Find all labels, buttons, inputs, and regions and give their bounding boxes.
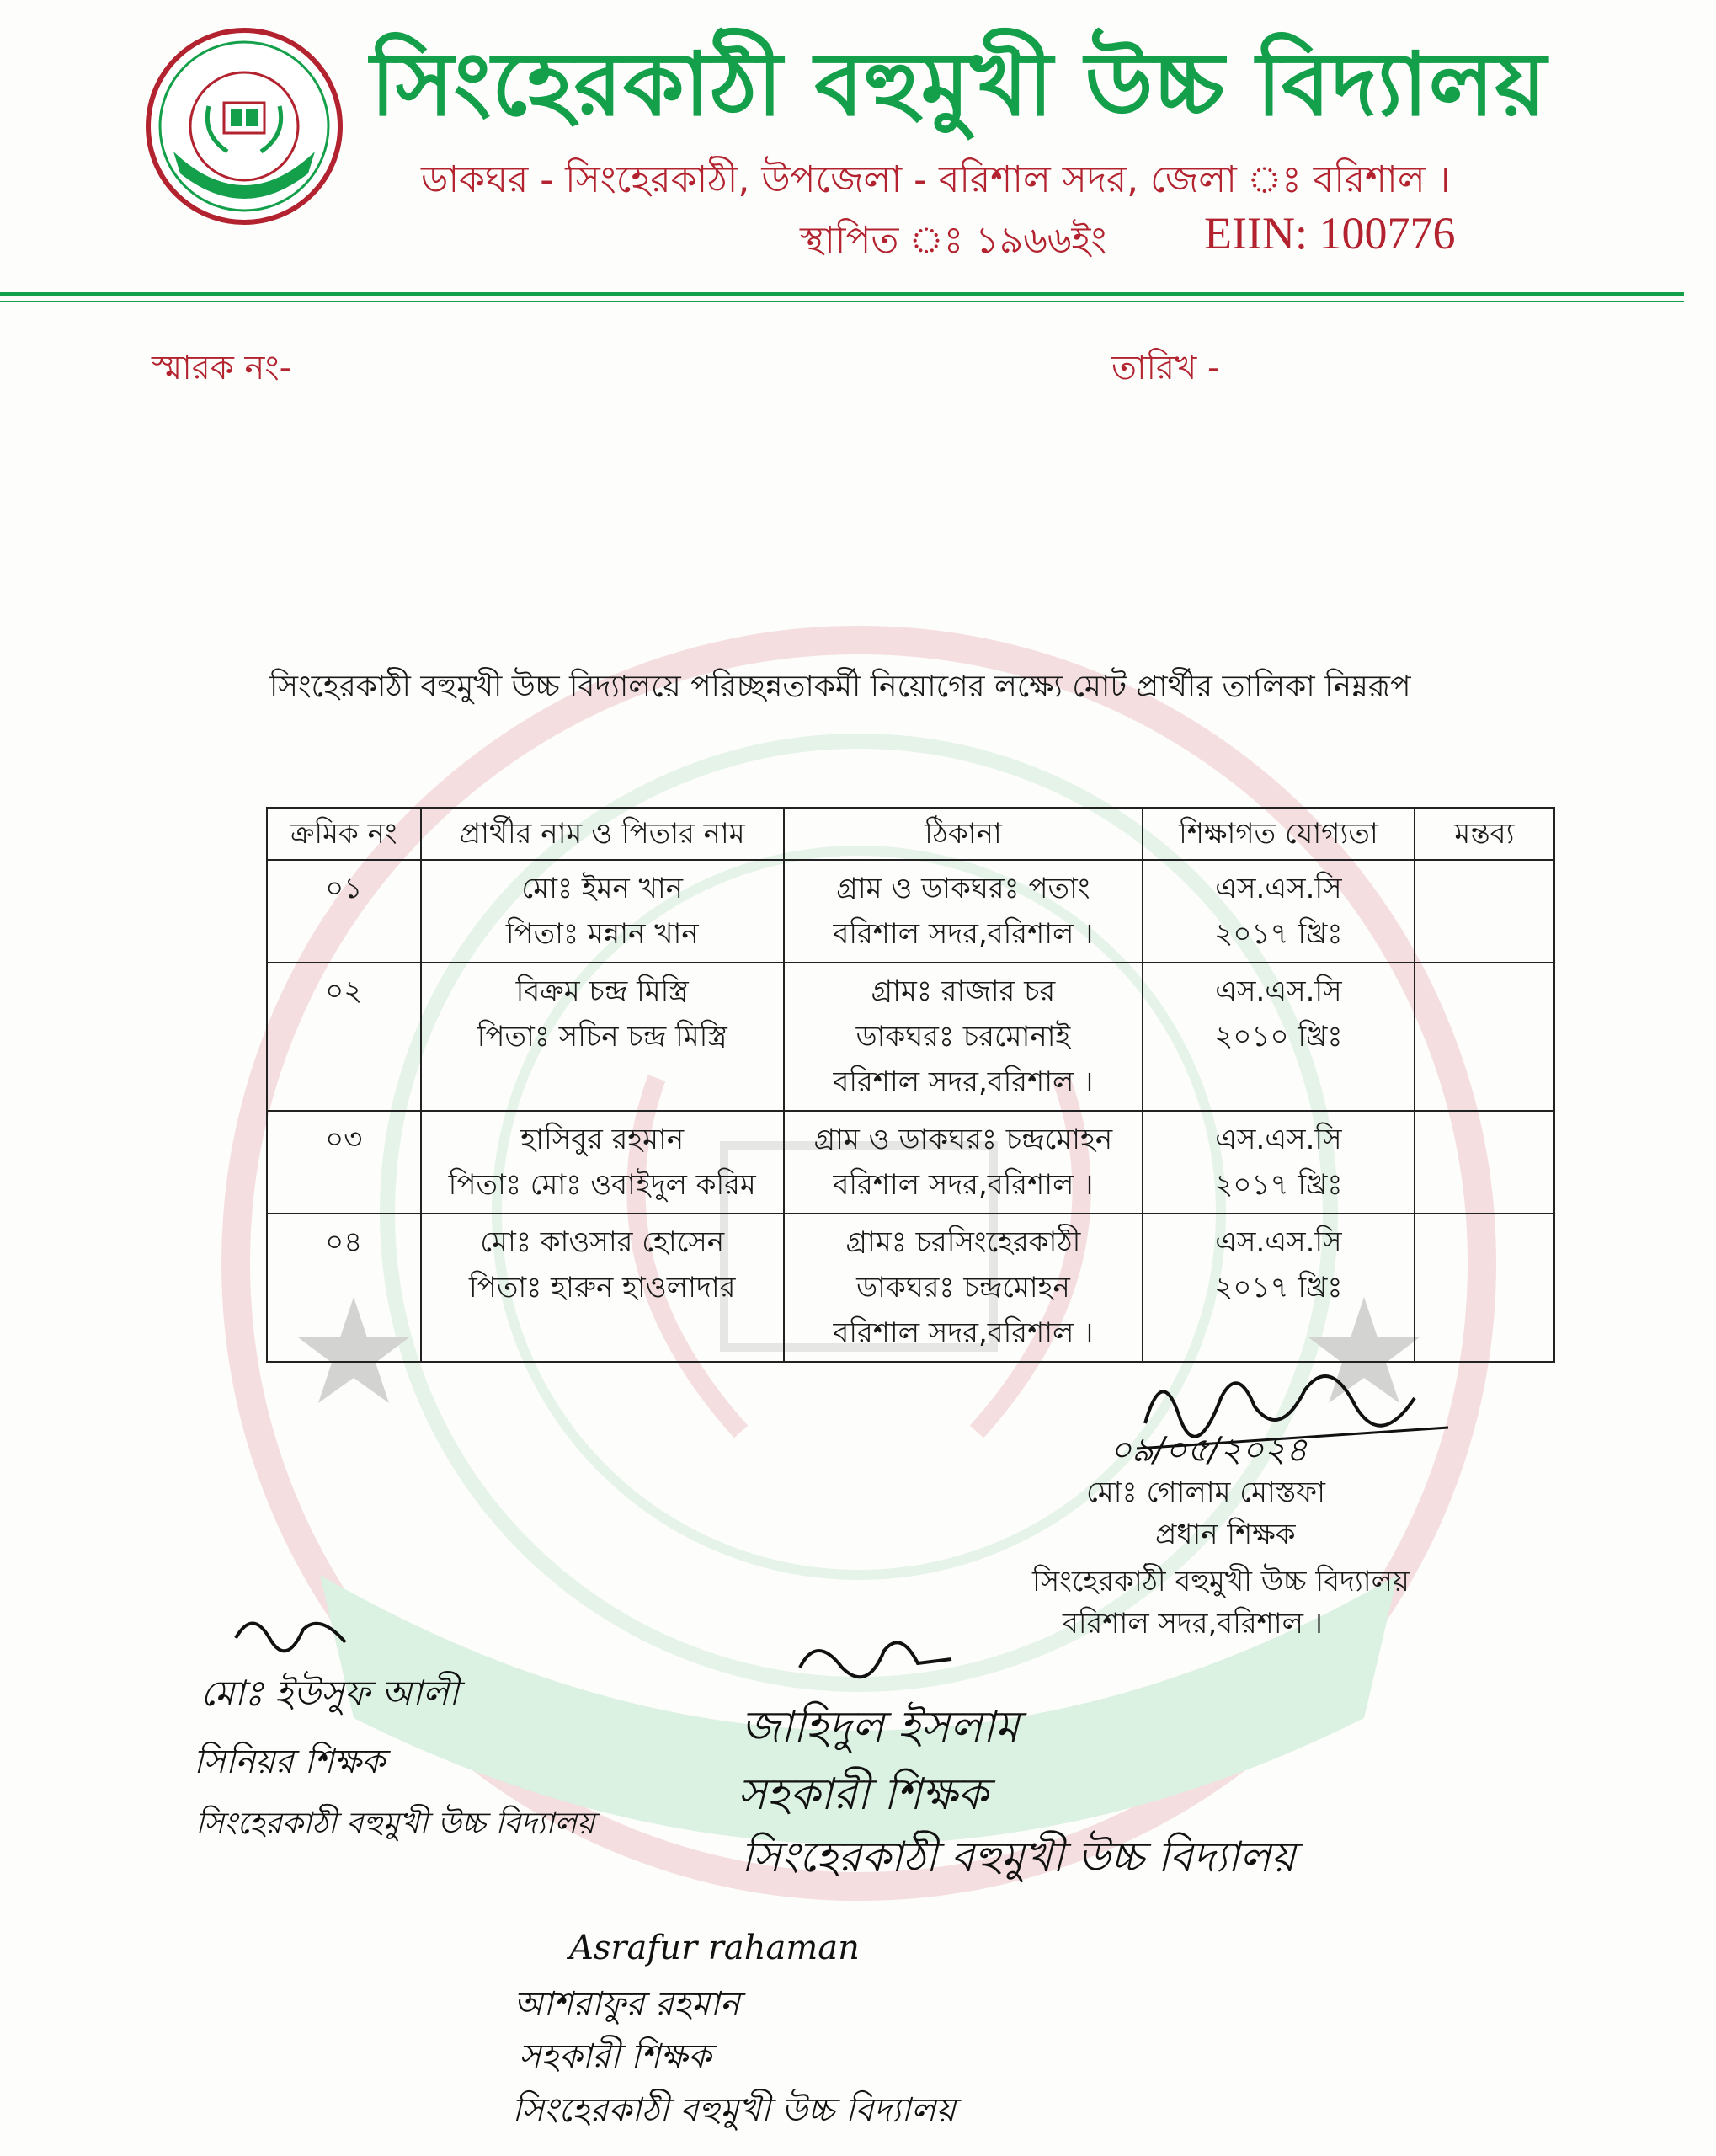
header-serial: ক্রমিক নং	[267, 808, 421, 860]
center-signatory-title: সহকারী শিক্ষক	[738, 1769, 989, 1820]
education-degree: এস.এস.সি	[1215, 974, 1342, 1008]
address-line: গ্রাম ও ডাকঘরঃ চন্দ্রমোহন	[813, 1123, 1113, 1156]
cell-serial: ০৪	[267, 1214, 421, 1362]
eiin-number: EIIN: 100776	[1204, 208, 1456, 259]
document-heading: সিংহেরকাঠী বহুমুখী উচ্চ বিদ্যালয়ে পরিচ্ছন্নতাকর্মী নিয়োগের লক্ষ্যে মোট প্রার্থীর তালিকা নিম্নরূপ	[269, 670, 1411, 704]
cell-name	[421, 963, 784, 1111]
father-name: পিতাঃ মন্নান খান	[505, 917, 699, 951]
table-row	[267, 963, 1554, 1111]
headmaster-name: মোঃ গোলাম মোস্তফা	[1086, 1476, 1325, 1509]
address-line: বরিশাল সদর,বরিশাল ।	[833, 917, 1094, 951]
school-name: সিংহেরকাঠী বহুমুখী উচ্চ বিদ্যালয়	[370, 33, 1548, 136]
cell-education	[1143, 1214, 1415, 1362]
education-year: ২০১৭ খ্রিঃ	[1214, 917, 1343, 951]
cell-name	[421, 860, 784, 963]
education-year: ২০১০ খ্রিঃ	[1214, 1020, 1343, 1054]
center-signatory-name: জাহিদুল ইসলাম	[741, 1702, 1020, 1753]
center-signatory-school: সিংহেরকাঠী বহুমুখী উচ্চ বিদ্যালয়	[741, 1833, 1296, 1881]
left-signatory-school: সিংহেরকাঠী বহুমুখী উচ্চ বিদ্যালয়	[195, 1806, 595, 1841]
cell-serial: ০২	[267, 963, 421, 1111]
education-year: ২০১৭ খ্রিঃ	[1214, 1271, 1343, 1305]
table-row	[267, 1111, 1554, 1214]
table-row	[267, 860, 1554, 963]
cell-remark	[1415, 963, 1554, 1111]
header-divider-thin	[0, 301, 1684, 302]
bottom-signatory-title: সহকারী শিক্ষক	[519, 2037, 711, 2076]
left-signatory-signature	[227, 1604, 362, 1663]
candidate-name: বিক্রম চন্দ্র মিস্ত্রি	[515, 974, 689, 1008]
address-line: ডাকঘরঃ চরমোনাই	[855, 1020, 1071, 1054]
cell-address	[784, 1214, 1143, 1362]
header-remark: মন্তব্য	[1415, 808, 1554, 860]
cell-serial: ০৩	[267, 1111, 421, 1214]
established-year: স্থাপিত ঃ ১৯৬৬ইং	[800, 219, 1107, 262]
cell-address	[784, 963, 1143, 1111]
cell-remark	[1415, 1111, 1554, 1214]
center-signatory-signature	[791, 1625, 960, 1693]
address-line: ডাকঘরঃ চন্দ্রমোহন	[856, 1271, 1070, 1305]
header-name: প্রার্থীর নাম ও পিতার নাম	[421, 808, 784, 860]
cell-name	[421, 1111, 784, 1214]
candidate-name: হাসিবুর রহমান	[520, 1123, 685, 1156]
address-line: গ্রাম ও ডাকঘরঃ পতাং	[836, 872, 1090, 905]
candidate-name: মোঃ ইমন খান	[521, 872, 684, 905]
address-line: গ্রামঃ রাজার চর	[871, 974, 1056, 1008]
cell-address	[784, 1111, 1143, 1214]
cell-remark	[1415, 1214, 1554, 1362]
left-signatory-name: মোঃ ইউসুফ আলী	[200, 1673, 459, 1714]
cell-name	[421, 1214, 784, 1362]
header-education: শিক্ষাগত যোগ্যতা	[1143, 808, 1415, 860]
education-degree: এস.এস.সি	[1215, 872, 1342, 905]
cell-education	[1143, 1111, 1415, 1214]
header-address: ঠিকানা	[784, 808, 1143, 860]
headmaster-place: বরিশাল সদর,বরিশাল ।	[1063, 1607, 1323, 1641]
headmaster-school: সিংহেরকাঠী বহুমুখী উচ্চ বিদ্যালয়	[1032, 1565, 1410, 1598]
education-degree: এস.এস.সি	[1215, 1225, 1342, 1259]
education-degree: এস.এস.সি	[1215, 1123, 1342, 1156]
candidate-name: মোঃ কাওসার হোসেন	[480, 1225, 725, 1259]
table-header-row	[267, 808, 1554, 860]
school-logo	[143, 25, 345, 227]
cell-address	[784, 860, 1143, 963]
left-signatory-title: সিনিয়র শিক্ষক	[194, 1742, 385, 1781]
address-line: বরিশাল সদর,বরিশাল ।	[833, 1065, 1094, 1099]
father-name: পিতাঃ মোঃ ওবাইদুল করিম	[448, 1168, 756, 1202]
father-name: পিতাঃ সচিন চন্দ্র মিস্ত্রি	[477, 1020, 727, 1054]
cell-remark	[1415, 860, 1554, 963]
cell-serial: ০১	[267, 860, 421, 963]
address-line: বরিশাল সদর,বরিশাল ।	[833, 1316, 1094, 1350]
cell-education	[1143, 860, 1415, 963]
bottom-signatory-latin-name: Asrafur rahaman	[569, 1929, 860, 1967]
date-label: তারিখ -	[1111, 349, 1220, 387]
bottom-signatory-name: আশরাফুর রহমান	[514, 1985, 740, 2024]
header-divider	[0, 292, 1684, 296]
bottom-signatory-school: সিংহেরকাঠী বহুমুখী উচ্চ বিদ্যালয়	[512, 2091, 956, 2130]
education-year: ২০১৭ খ্রিঃ	[1214, 1168, 1343, 1202]
address-line: গ্রামঃ চরসিংহেরকাঠী	[845, 1225, 1081, 1259]
address-line: বরিশাল সদর,বরিশাল ।	[833, 1168, 1094, 1202]
signature-date: ০৯/০৫/২০২৪	[1110, 1431, 1308, 1470]
candidate-table	[266, 807, 1555, 1363]
cell-education	[1143, 963, 1415, 1111]
school-address: ডাকঘর - সিংহেরকাঠী, উপজেলা - বরিশাল সদর, জেলা ঃ বরিশাল ।	[421, 158, 1451, 201]
table-row	[267, 1214, 1554, 1362]
headmaster-title: প্রধান শিক্ষক	[1155, 1518, 1296, 1551]
father-name: পিতাঃ হারুন হাওলাদার	[469, 1271, 736, 1305]
memo-number-label: স্মারক নং-	[152, 349, 292, 387]
